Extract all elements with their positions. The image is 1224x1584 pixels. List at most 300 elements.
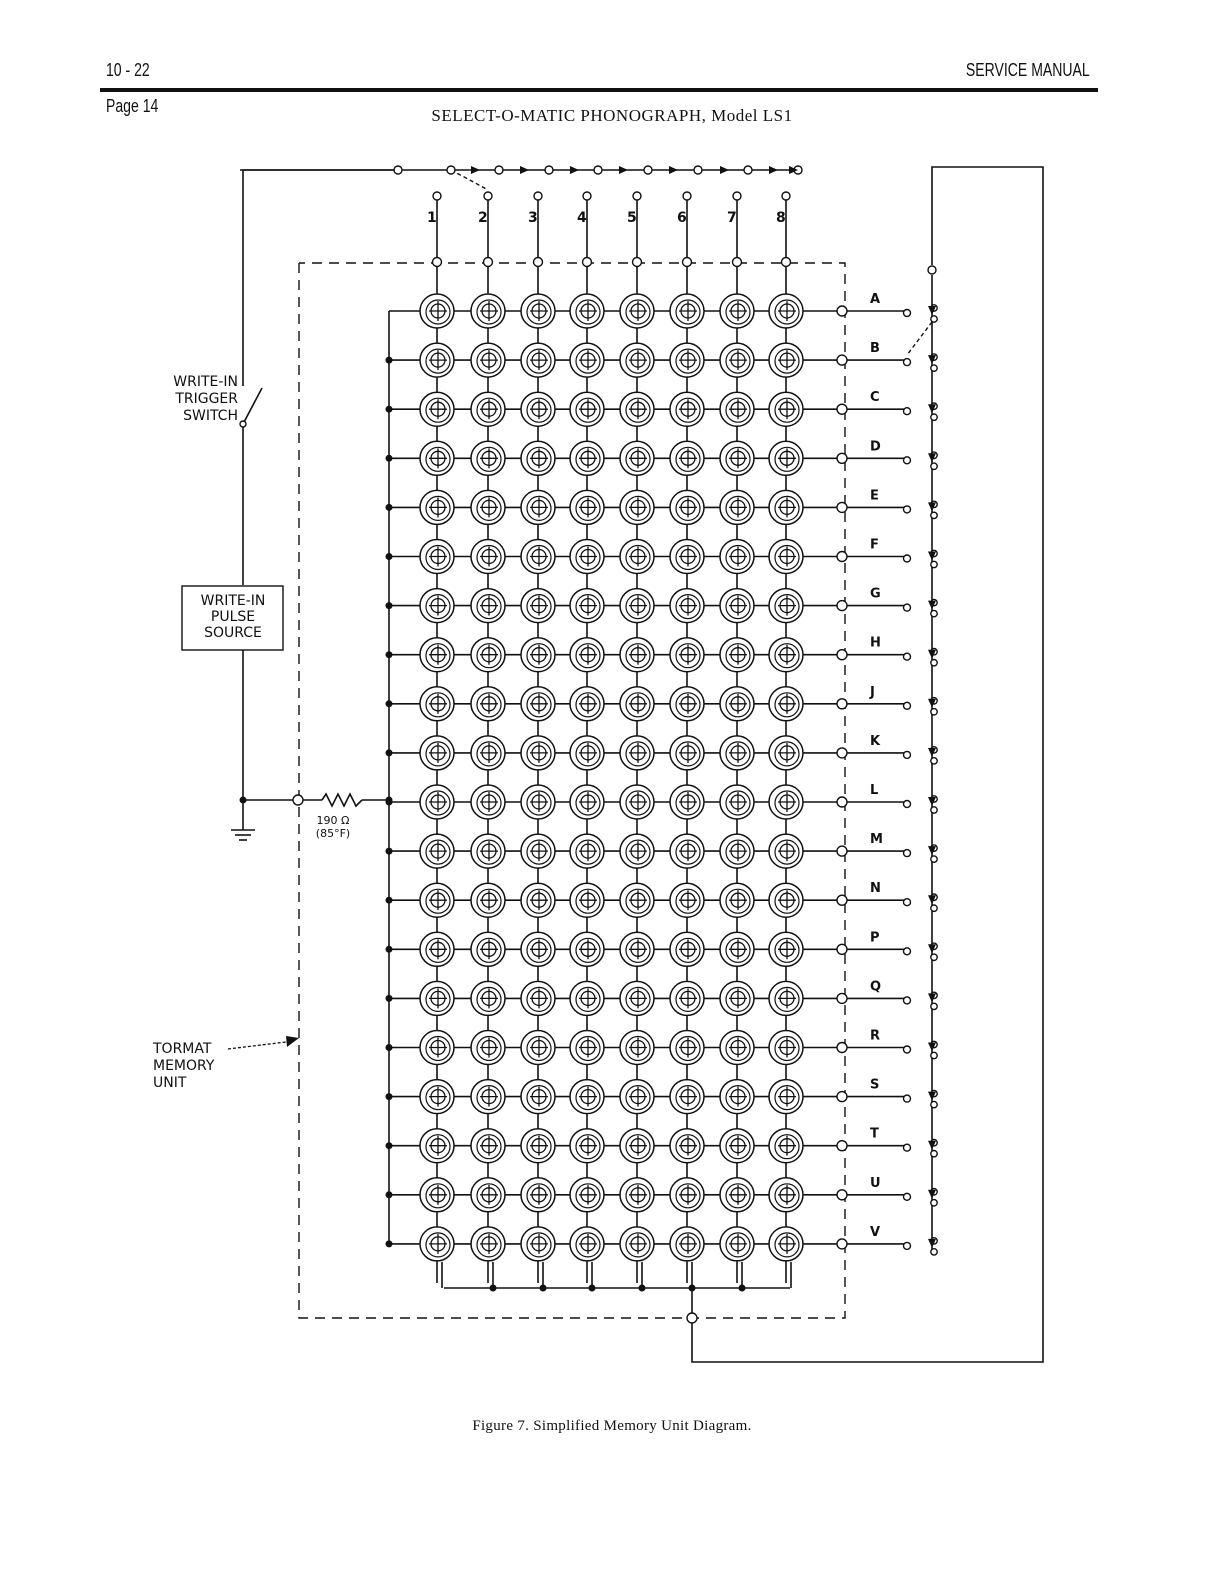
row-node	[837, 993, 847, 1003]
tormat-core	[670, 441, 704, 475]
tormat-core	[620, 883, 654, 917]
row-label: K	[870, 733, 881, 749]
row-output-terminal	[904, 1046, 911, 1053]
tormat-core	[620, 1080, 654, 1114]
tormat-core	[570, 981, 604, 1015]
row-node	[837, 944, 847, 954]
tormat-core	[471, 638, 505, 672]
tormat-core	[769, 1227, 803, 1261]
bus-arrow-icon	[720, 166, 729, 174]
tormat-core	[670, 932, 704, 966]
column-entry-node	[433, 258, 442, 267]
column-entry-node	[733, 258, 742, 267]
tormat-core	[521, 441, 555, 475]
tormat-core	[720, 343, 754, 377]
tormat-core	[670, 687, 704, 721]
tormat-core	[620, 1178, 654, 1212]
tormat-core	[521, 1227, 555, 1261]
row-output-terminal	[904, 653, 911, 660]
tormat-core	[670, 883, 704, 917]
tormat-core	[471, 687, 505, 721]
tormat-core	[670, 1129, 704, 1163]
tormat-core	[670, 638, 704, 672]
selector-node	[931, 463, 937, 469]
tormat-core	[620, 1129, 654, 1163]
trigger-switch-label: SWITCH	[183, 408, 238, 424]
left-bus-junction	[386, 995, 393, 1002]
tormat-core	[420, 883, 454, 917]
tormat-core	[521, 540, 555, 574]
tormat-core	[420, 343, 454, 377]
row-node	[837, 1239, 847, 1249]
tormat-core	[420, 932, 454, 966]
tormat-core	[769, 490, 803, 524]
row-output-terminal	[904, 948, 911, 955]
tormat-core	[769, 932, 803, 966]
tormat-core	[620, 540, 654, 574]
tormat-core	[471, 785, 505, 819]
pulse-source-label: WRITE-IN	[200, 593, 266, 609]
tormat-core	[420, 736, 454, 770]
column-label: 8	[776, 210, 786, 226]
tormat-core	[570, 1178, 604, 1212]
row-label: J	[870, 684, 875, 700]
tormat-core	[570, 834, 604, 868]
tormat-core	[720, 932, 754, 966]
selector-node	[931, 1249, 937, 1255]
tormat-core	[620, 932, 654, 966]
tormat-core	[670, 1227, 704, 1261]
row-output-terminal	[904, 555, 911, 562]
column-label: 3	[528, 210, 538, 226]
column-terminal	[484, 192, 492, 200]
tormat-core	[471, 1129, 505, 1163]
row-node	[837, 404, 847, 414]
tormat-core	[620, 834, 654, 868]
trigger-switch-label: TRIGGER	[175, 391, 238, 407]
selector-node	[931, 660, 937, 666]
row-label: L	[870, 783, 879, 798]
tormat-core	[420, 490, 454, 524]
tormat-core	[620, 785, 654, 819]
column-terminal	[433, 192, 441, 200]
column-terminal	[782, 192, 790, 200]
tormat-core	[420, 441, 454, 475]
tormat-core	[620, 1031, 654, 1065]
row-output-terminal	[904, 604, 911, 611]
tormat-core	[670, 785, 704, 819]
bus-arrow-icon	[570, 166, 579, 174]
row-label: D	[870, 439, 881, 455]
tormat-core	[420, 1227, 454, 1261]
left-bus-junction	[386, 651, 393, 658]
row-label: F	[870, 537, 879, 553]
column-entry-node	[484, 258, 493, 267]
row-output-terminal	[904, 997, 911, 1004]
selector-node	[931, 1003, 937, 1009]
row-node	[837, 1190, 847, 1200]
tormat-core	[471, 736, 505, 770]
pointer-arrow-icon	[286, 1036, 299, 1047]
left-bus-junction	[386, 1240, 393, 1247]
bottom-bus-junction	[589, 1285, 596, 1292]
tormat-core	[769, 1178, 803, 1212]
tormat-pointer-line	[228, 1042, 286, 1049]
selector-node	[931, 414, 937, 420]
tormat-core	[570, 1129, 604, 1163]
tormat-core	[670, 1080, 704, 1114]
tormat-core	[471, 1080, 505, 1114]
row-node	[837, 1043, 847, 1053]
tormat-core	[620, 294, 654, 328]
page-subtitle: SELECT-O-MATIC PHONOGRAPH, Model LS1	[431, 106, 793, 125]
tormat-core	[720, 1227, 754, 1261]
bus-node	[594, 166, 602, 174]
tormat-core	[570, 490, 604, 524]
tormat-core	[471, 392, 505, 426]
column-terminal	[583, 192, 591, 200]
tormat-core	[620, 343, 654, 377]
selector-node	[931, 365, 937, 371]
row-output-terminal	[904, 899, 911, 906]
resistor-label: 190 Ω	[316, 814, 350, 827]
switch-contact	[240, 421, 246, 427]
tormat-core	[670, 736, 704, 770]
bus-arrow-icon	[619, 166, 628, 174]
resistor-icon	[322, 794, 362, 806]
tormat-core	[720, 785, 754, 819]
row-output-terminal	[904, 457, 911, 464]
column-entry-node	[534, 258, 543, 267]
left-bus-junction	[386, 455, 393, 462]
tormat-core	[570, 687, 604, 721]
tormat-core	[769, 294, 803, 328]
tormat-core	[521, 1080, 555, 1114]
tormat-core	[670, 1178, 704, 1212]
tormat-core	[769, 1129, 803, 1163]
row-output-terminal	[904, 1144, 911, 1151]
tormat-core	[521, 834, 555, 868]
tormat-core	[570, 1227, 604, 1261]
row-node	[837, 453, 847, 463]
row-output-terminal	[904, 359, 911, 366]
tormat-core	[769, 392, 803, 426]
column-entry-node	[583, 258, 592, 267]
trigger-feed-wire	[243, 170, 398, 386]
left-bus-junction	[386, 1191, 393, 1198]
tormat-core	[521, 392, 555, 426]
tormat-core	[420, 294, 454, 328]
tormat-core	[570, 736, 604, 770]
tormat-core	[471, 589, 505, 623]
tormat-core	[420, 540, 454, 574]
column-label: 5	[627, 210, 637, 226]
tormat-core	[720, 883, 754, 917]
tormat-memory-unit-label: TORMAT	[153, 1041, 212, 1057]
tormat-core	[720, 589, 754, 623]
row-label: R	[870, 1028, 881, 1044]
row-output-terminal	[904, 408, 911, 415]
left-bus-junction	[386, 357, 393, 364]
selector-node	[931, 1101, 937, 1107]
column-label: 4	[577, 210, 587, 226]
tormat-core	[471, 294, 505, 328]
bus-node	[495, 166, 503, 174]
selector-node	[931, 954, 937, 960]
row-label: G	[870, 586, 881, 602]
column-label: 1	[427, 210, 437, 226]
row-label: S	[870, 1077, 880, 1093]
row-label: E	[870, 488, 879, 504]
tormat-core	[521, 932, 555, 966]
tormat-core	[620, 736, 654, 770]
tormat-core	[769, 834, 803, 868]
tormat-core	[720, 441, 754, 475]
tormat-core	[769, 638, 803, 672]
pulse-source-label: PULSE	[210, 609, 256, 625]
tormat-core	[720, 1080, 754, 1114]
bus-node	[394, 166, 402, 174]
resistor-label: (85°F)	[315, 827, 351, 840]
tormat-core	[570, 441, 604, 475]
bottom-bus-junction	[490, 1285, 497, 1292]
selector-node	[931, 1200, 937, 1206]
tormat-core	[471, 834, 505, 868]
tormat-core	[620, 441, 654, 475]
row-node	[837, 306, 847, 316]
tormat-core	[521, 981, 555, 1015]
header-page-number: Page 14	[106, 96, 159, 116]
row-node	[837, 1141, 847, 1151]
row-selector-link	[907, 322, 932, 355]
row-node	[837, 797, 847, 807]
unit-entry-node	[293, 795, 303, 805]
left-bus-junction	[386, 1142, 393, 1149]
tormat-core	[471, 883, 505, 917]
resistor-junction	[386, 797, 393, 804]
tormat-unit-boundary	[299, 263, 845, 1318]
tormat-core	[620, 687, 654, 721]
header-manual-title: SERVICE MANUAL	[966, 60, 1090, 80]
left-bus-junction	[386, 700, 393, 707]
ground-junction	[240, 797, 247, 804]
left-bus-junction	[386, 1044, 393, 1051]
tormat-core	[769, 785, 803, 819]
pulse-source-label: SOURCE	[204, 625, 262, 641]
selector-node	[931, 561, 937, 567]
tormat-core	[420, 1178, 454, 1212]
row-node	[837, 355, 847, 365]
row-output-terminal	[904, 506, 911, 513]
tormat-core	[420, 834, 454, 868]
row-output-terminal	[904, 1242, 911, 1249]
left-bus-junction	[386, 848, 393, 855]
tormat-core	[471, 981, 505, 1015]
tormat-core	[670, 343, 704, 377]
tormat-core	[420, 687, 454, 721]
tormat-core	[670, 294, 704, 328]
selector-node	[931, 1151, 937, 1157]
tormat-core	[570, 638, 604, 672]
tormat-core	[471, 932, 505, 966]
tormat-core	[670, 1031, 704, 1065]
tormat-core	[521, 883, 555, 917]
column-terminal	[733, 192, 741, 200]
tormat-core	[769, 441, 803, 475]
row-output-terminal	[904, 310, 911, 317]
tormat-core	[720, 687, 754, 721]
bus-arrow-icon	[669, 166, 678, 174]
column-entry-node	[633, 258, 642, 267]
tormat-core	[570, 392, 604, 426]
tormat-core	[769, 589, 803, 623]
tormat-core	[471, 343, 505, 377]
tormat-core	[570, 589, 604, 623]
tormat-memory-unit-label: UNIT	[153, 1075, 187, 1091]
trigger-switch-label: WRITE-IN	[173, 374, 238, 390]
tormat-core	[420, 1080, 454, 1114]
left-bus-junction	[386, 749, 393, 756]
tormat-core	[521, 1129, 555, 1163]
selector-node	[931, 758, 937, 764]
row-output-terminal	[904, 1095, 911, 1102]
tormat-core	[670, 392, 704, 426]
selector-node	[931, 856, 937, 862]
tormat-core	[471, 540, 505, 574]
tormat-core	[720, 540, 754, 574]
bottom-return-node	[687, 1313, 697, 1323]
tormat-core	[521, 1178, 555, 1212]
tormat-core	[620, 589, 654, 623]
tormat-core	[720, 981, 754, 1015]
tormat-core	[471, 441, 505, 475]
row-node	[837, 846, 847, 856]
column-entry-node	[782, 258, 791, 267]
tormat-core	[521, 589, 555, 623]
tormat-core	[769, 981, 803, 1015]
tormat-core	[420, 1031, 454, 1065]
tormat-core	[570, 785, 604, 819]
trigger-switch-blade	[243, 388, 262, 424]
tormat-core	[769, 736, 803, 770]
bus-arrow-icon	[769, 166, 778, 174]
tormat-core	[769, 540, 803, 574]
tormat-core	[521, 1031, 555, 1065]
tormat-core	[670, 981, 704, 1015]
tormat-core	[420, 589, 454, 623]
row-output-terminal	[904, 850, 911, 857]
tormat-core	[570, 1080, 604, 1114]
row-node	[837, 895, 847, 905]
tormat-core	[720, 638, 754, 672]
tormat-core	[570, 932, 604, 966]
tormat-core	[720, 736, 754, 770]
tormat-core	[670, 589, 704, 623]
tormat-core	[769, 1031, 803, 1065]
bottom-bus-junction	[540, 1285, 547, 1292]
tormat-core	[570, 294, 604, 328]
column-label: 7	[727, 210, 737, 226]
tormat-core	[720, 1031, 754, 1065]
column-label: 2	[478, 210, 488, 226]
tormat-core	[521, 785, 555, 819]
row-node	[837, 502, 847, 512]
bus-arrow-icon	[471, 166, 480, 174]
tormat-core	[720, 1178, 754, 1212]
tormat-core	[769, 1080, 803, 1114]
left-bus-junction	[386, 602, 393, 609]
left-bus-junction	[386, 504, 393, 511]
row-label: P	[870, 930, 880, 946]
tormat-core	[720, 392, 754, 426]
tormat-core	[769, 687, 803, 721]
selector-node	[931, 316, 937, 322]
selector-node	[931, 709, 937, 715]
tormat-core	[420, 981, 454, 1015]
row-label: C	[870, 390, 880, 406]
column-terminal	[683, 192, 691, 200]
bottom-bus-junction	[689, 1285, 696, 1292]
tormat-core	[720, 294, 754, 328]
selector-link	[451, 170, 488, 190]
row-label: Q	[870, 979, 882, 995]
tormat-core	[471, 1031, 505, 1065]
row-node	[837, 650, 847, 660]
column-terminal	[534, 192, 542, 200]
tormat-core	[620, 638, 654, 672]
bottom-bus-junction	[739, 1285, 746, 1292]
tormat-core	[521, 736, 555, 770]
tormat-core	[720, 834, 754, 868]
row-node	[837, 601, 847, 611]
left-bus-junction	[386, 946, 393, 953]
row-label: T	[870, 1126, 879, 1142]
tormat-core	[420, 1129, 454, 1163]
tormat-core	[769, 883, 803, 917]
bus-node	[694, 166, 702, 174]
tormat-memory-unit-label: MEMORY	[153, 1058, 215, 1074]
tormat-core	[521, 294, 555, 328]
row-label: M	[870, 832, 883, 848]
tormat-core	[620, 981, 654, 1015]
tormat-core	[620, 490, 654, 524]
tormat-core	[471, 1178, 505, 1212]
row-label: B	[870, 341, 880, 357]
tormat-core	[670, 834, 704, 868]
tormat-core	[521, 490, 555, 524]
bus-arrow-icon	[520, 166, 529, 174]
selector-node	[931, 1052, 937, 1058]
row-node	[837, 552, 847, 562]
bus-node	[447, 166, 455, 174]
tormat-core	[720, 490, 754, 524]
selector-node	[931, 807, 937, 813]
tormat-core	[471, 1227, 505, 1261]
tormat-core	[570, 343, 604, 377]
header-section-number: 10 - 22	[106, 60, 150, 80]
bottom-bus-junction	[639, 1285, 646, 1292]
column-entry-node	[683, 258, 692, 267]
row-node	[837, 699, 847, 709]
tormat-core	[620, 392, 654, 426]
selector-node	[931, 905, 937, 911]
row-output-terminal	[904, 1193, 911, 1200]
row-label: U	[870, 1175, 881, 1191]
bus-node	[644, 166, 652, 174]
column-label: 6	[677, 210, 687, 226]
bus-node	[545, 166, 553, 174]
tormat-core	[620, 1227, 654, 1261]
